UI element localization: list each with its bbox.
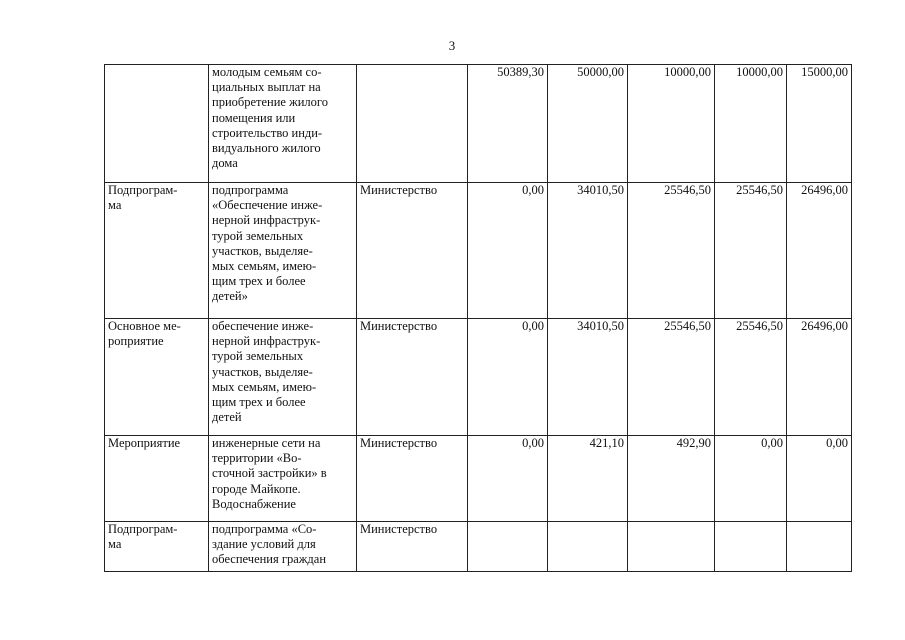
budget-table [104, 64, 852, 572]
value-cell: 421,10 [548, 436, 628, 522]
value-cell: 25546,50 [628, 319, 715, 436]
value-cell: 0,00 [468, 319, 548, 436]
status-cell [105, 65, 209, 183]
value-cell: 25546,50 [715, 183, 787, 319]
value-cell: 15000,00 [787, 65, 852, 183]
status-cell: Подпрограм- ма [105, 183, 209, 319]
value-cell [628, 522, 715, 572]
value-cell [468, 522, 548, 572]
status-cell: Основное ме- роприятие [105, 319, 209, 436]
table-row [105, 436, 852, 522]
name-cell: подпрограмма «Обеспечение инже- нерной инфраструк- турой земельных участков, выделяе- мых семьям, имею- щим трех и более детей» [209, 183, 357, 319]
page-number: 3 [448, 38, 456, 53]
value-cell: 492,90 [628, 436, 715, 522]
value-cell: 25546,50 [628, 183, 715, 319]
value-cell: 0,00 [468, 183, 548, 319]
value-cell: 50389,30 [468, 65, 548, 183]
value-cell: 26496,00 [787, 183, 852, 319]
name-cell: обеспечение инже- нерной инфраструк- турой земельных участков, выделяе- мых семьям, имею- щим трех и более детей [209, 319, 357, 436]
executor-cell: Министерство [357, 522, 468, 572]
status-cell: Подпрограм- ма [105, 522, 209, 572]
table-row [105, 65, 852, 183]
value-cell [715, 522, 787, 572]
value-cell: 50000,00 [548, 65, 628, 183]
value-cell: 10000,00 [628, 65, 715, 183]
executor-cell [357, 65, 468, 183]
executor-cell: Министерство [357, 183, 468, 319]
value-cell: 0,00 [787, 436, 852, 522]
value-cell: 25546,50 [715, 319, 787, 436]
table-row [105, 319, 852, 436]
value-cell [787, 522, 852, 572]
status-cell: Мероприятие [105, 436, 209, 522]
executor-cell: Министерство [357, 319, 468, 436]
value-cell: 0,00 [715, 436, 787, 522]
table-row [105, 183, 852, 319]
value-cell [548, 522, 628, 572]
value-cell: 0,00 [468, 436, 548, 522]
name-cell: подпрограмма «Со- здание условий для обеспечения граждан [209, 522, 357, 572]
table-row [105, 522, 852, 572]
value-cell: 34010,50 [548, 319, 628, 436]
value-cell: 26496,00 [787, 319, 852, 436]
executor-cell: Министерство [357, 436, 468, 522]
value-cell: 10000,00 [715, 65, 787, 183]
value-cell: 34010,50 [548, 183, 628, 319]
name-cell: молодым семьям со- циальных выплат на приобретение жилого помещения или строительство инди- видуального жилого дома [209, 65, 357, 183]
name-cell: инженерные сети на территории «Во- сточной застройки» в городе Майкопе. Водоснабжение [209, 436, 357, 522]
